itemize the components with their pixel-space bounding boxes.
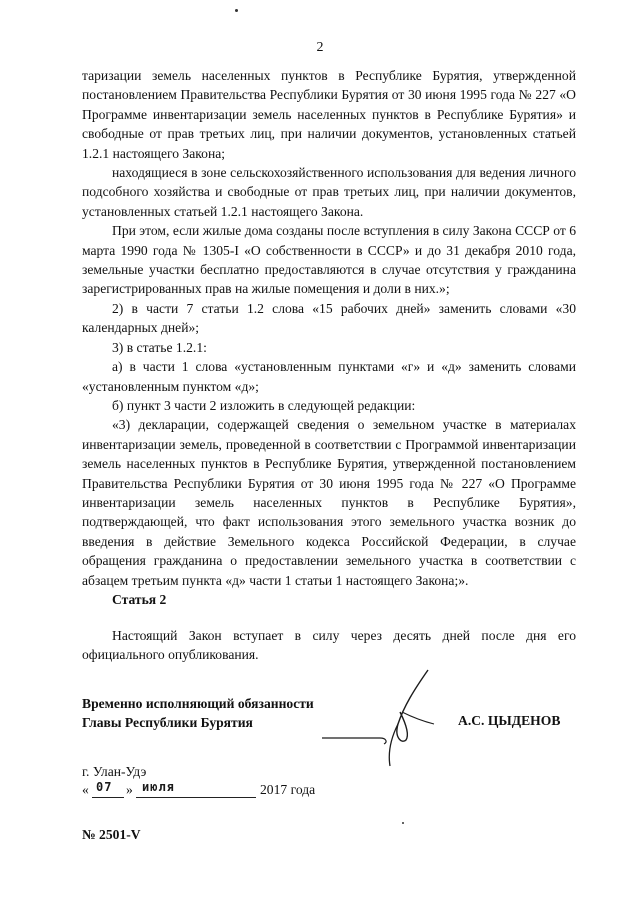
document-number: № 2501-V <box>82 827 141 842</box>
handwritten-signature <box>318 666 438 770</box>
article-heading: Статья 2 <box>112 592 167 607</box>
paragraph-amendment-2: 2) в части 7 статьи 1.2 слова «15 рабочих дней» заменить словами «30 календарных дней»; <box>82 300 576 336</box>
page-number: 2 <box>316 40 324 55</box>
paragraph: При этом, если жилые дома созданы после вступления в силу Закона СССР от 6 марта 1990 года № 1305-I «О собственности в СССР» и до 31 декабря 2010 года, земельные участки бесплатно предоставляются в случае отсутствия у гражданина зарегистрированных прав на жилые помещения и доли в них.»; <box>82 223 576 297</box>
signatory-title <box>82 694 314 733</box>
paragraph-quoted-clause: «3) декларации, содержащей сведения о земельном участке в материалах инвентаризации земель, проведенной в соответствии с Программой инвентаризации земель населенных пунктов в Республике Бурятия, утвержденной постановлением Правительства Республики Бурятия от 30 июня 1995 года № 227 «О Программе инвентаризации земель населенных пунктов в Республике Бурятия», подтверждающей, что факт использования этого земельного участка возник до введения в действие Земельного кодекса Российской Федерации, в случае обращения гражданина о предоставлении земельного участка в соответствии с абзацем третьим пункта «д» части 1 статьи 1 настоящего Закона;». <box>82 417 576 588</box>
final-paragraph <box>82 626 576 665</box>
date-month: июля <box>142 780 175 794</box>
document-body <box>82 66 576 590</box>
date-open-quote: « <box>82 782 89 797</box>
scan-speck <box>235 9 238 12</box>
paragraph-subitem-a: а) в части 1 слова «установленным пунктами «г» и «д» заменить словами «установленным пунктом «д»; <box>82 359 576 394</box>
date-day: 07 <box>96 780 113 794</box>
paragraph-continuation: таризации земель населенных пунктов в Республике Бурятия, утвержденной постановлением Правительства Республики Бурятия от 30 июня 1995 года № 227 «О Программе инвентаризации земель населенных пунктов в Республике Бурятия» и свободные от прав третьих лиц, при наличии документов, установленных статьей 1.2.1 настоящего Закона; <box>82 68 576 161</box>
signatory-title-line: Главы Республики Бурятия <box>82 715 253 731</box>
signatory-name: А.С. ЦЫДЕНОВ <box>458 713 561 728</box>
date-line <box>82 782 362 804</box>
place-of-signing: г. Улан-Удэ <box>82 764 147 779</box>
scan-speck <box>402 822 404 824</box>
paragraph: Настоящий Закон вступает в силу через десять дней после дня его официального опубликования. <box>82 628 576 663</box>
date-close-quote: » <box>126 782 133 797</box>
signatory-title-line: Временно исполняющий обязанности <box>82 696 314 711</box>
paragraph-subitem-b: б) пункт 3 части 2 изложить в следующей редакции: <box>112 397 416 413</box>
paragraph-amendment-3: 3) в статье 1.2.1: <box>112 339 207 355</box>
date-year: 2017 года <box>260 782 316 797</box>
paragraph: находящиеся в зоне сельскохозяйственного использования для ведения личного подсобного хозяйства и свободные от прав третьих лиц, при наличии документов, установленных статьей 1.2.1 настоящего Закона. <box>82 165 576 219</box>
